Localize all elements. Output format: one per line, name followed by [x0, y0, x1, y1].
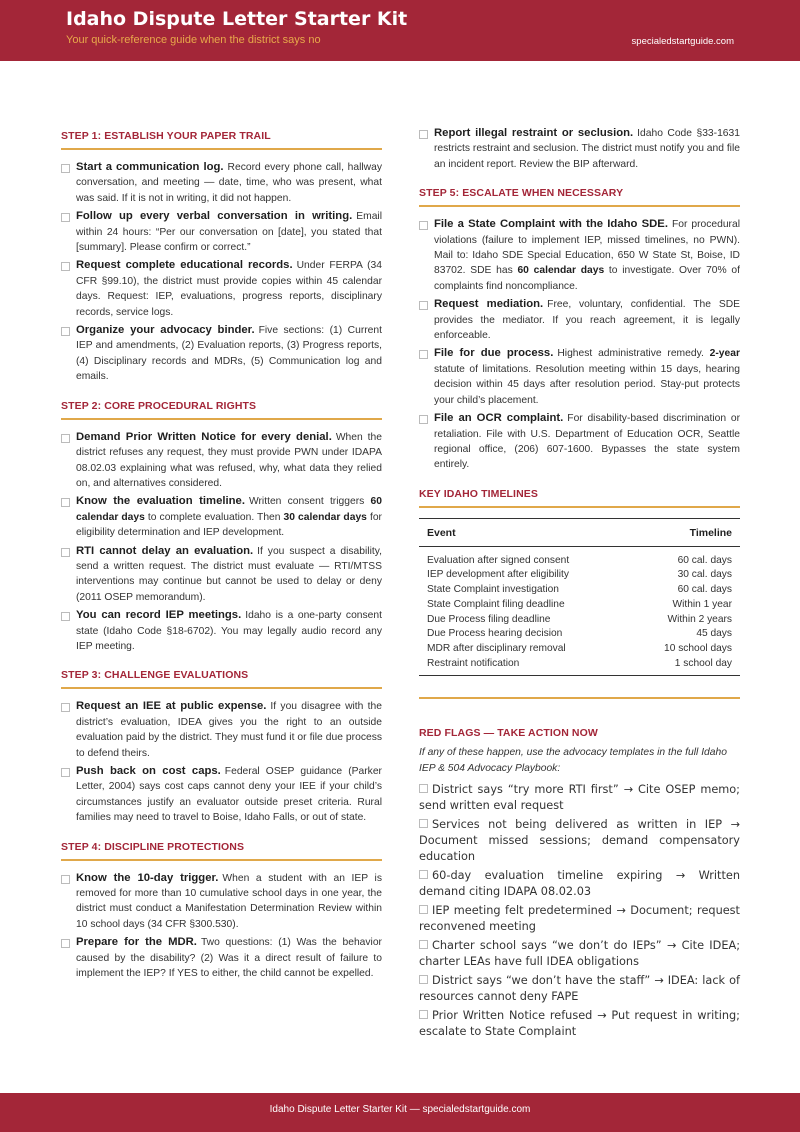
checklist-item[interactable] [61, 871, 382, 933]
item-emphasis: 30 calendar days [283, 511, 367, 523]
red-flag-text: District says “we don’t have the staff” → IDEA: lack of resources cannot deny FAPE [419, 974, 740, 1004]
cell-event: IEP development after eligibility [427, 569, 569, 581]
checkbox-icon[interactable] [61, 498, 70, 507]
item-body: Federal OSEP guidance (Parker Letter, 2004) says cost caps cannot deny your IEE if your child’s circumstances justify an evaluator outside preset criteria. Rural families may need to travel to Boise, Idaho Falls, or out of state. [76, 766, 382, 824]
checkbox-icon[interactable] [419, 975, 428, 984]
checklist-item[interactable] [61, 430, 382, 492]
cell-timeline: 45 days [696, 628, 732, 640]
header-site-link[interactable]: specialedstartguide.com [631, 36, 734, 47]
red-flag-text: District says “try more RTI first” → Cite OSEP memo; send written eval request [419, 783, 740, 813]
section-heading-step1: STEP 1: ESTABLISH YOUR PAPER TRAIL [61, 126, 382, 150]
item-lead: Demand Prior Written Notice for every denial. [76, 430, 332, 443]
item-lead: Start a communication log. [76, 161, 224, 173]
checkbox-icon[interactable] [61, 768, 70, 777]
red-flag-item[interactable] [419, 817, 740, 865]
checklist-item[interactable] [61, 764, 382, 826]
cell-event: State Complaint filing deadline [427, 598, 565, 610]
item-body: Written consent triggers [248, 496, 365, 508]
checklist-item[interactable] [61, 160, 382, 206]
checklist-item[interactable] [419, 126, 740, 172]
checkbox-icon[interactable] [61, 213, 70, 222]
checklist-item[interactable] [61, 608, 382, 654]
item-body: Idaho Code §33-1631 restricts restraint and seclusion. The district must notify you and file an incident report. Review the BIP afterward. [434, 128, 740, 170]
red-flag-text: Services not being delivered as written in IEP → Document missed sessions; demand compensatory education [419, 818, 740, 864]
checkbox-icon[interactable] [61, 548, 70, 557]
item-lead: Prepare for the MDR. [76, 936, 197, 949]
item-lead: Report illegal restraint or seclusion. [434, 127, 634, 139]
table-row [419, 598, 740, 613]
checkbox-icon[interactable] [61, 875, 70, 884]
item-body: If you disagree with the district’s evaluation, IDEA gives you the right to an outside evaluation paid by the district. They must fund it or file due process to defend theirs. [76, 701, 382, 759]
red-flag-item[interactable] [419, 1008, 740, 1040]
red-flag-item[interactable] [419, 903, 740, 935]
table-row [419, 546, 740, 568]
item-body: For procedural violations (failure to implement IEP, missed timelines, no PWN). Mail to: Idaho SDE Special Education, 650 W State St, Boise, ID 83702. SDE has [434, 219, 740, 277]
page-header [0, 0, 800, 61]
item-body: For disability-based discrimination or retaliation. File with U.S. Department of Education OCR, Seattle regional office, (206) 607-1600. Bypasses the state system entirely. [434, 413, 741, 471]
item-lead: RTI cannot delay an evaluation. [76, 544, 254, 557]
red-flag-item[interactable] [419, 938, 740, 970]
item-lead: Organize your advocacy binder. [76, 324, 255, 337]
item-body: Idaho is a one-party consent state (Idaho Code §18-6702). You may legally audio record any IEP meeting. [76, 610, 382, 652]
red-flag-text: Prior Written Notice refused → Put request in writing; escalate to State Complaint [419, 1009, 740, 1039]
item-lead: File a State Complaint with the Idaho SDE. [434, 218, 668, 231]
item-body: When the district refuses any request, they must provide PWN under IDAPA 08.02.03 explaining what was refused, why, what data they relied on, and alternatives considered. [76, 431, 382, 489]
item-body: Record every phone call, hallway conversation, and meeting — date, time, who was present, what was said. If it is not in writing, it did not happen. [76, 162, 382, 204]
left-column [61, 126, 382, 984]
checkbox-icon[interactable] [419, 130, 428, 139]
section-heading-red-flags: RED FLAGS — TAKE ACTION NOW [419, 727, 598, 740]
red-flags-intro: If any of these happen, use the advocacy templates in the full Idaho IEP & 504 Advocacy Playbook: [419, 747, 727, 774]
section-heading-step2: STEP 2: CORE PROCEDURAL RIGHTS [61, 396, 382, 420]
cell-timeline: 60 cal. days [677, 584, 732, 596]
checklist-item[interactable] [61, 209, 382, 255]
table-row [419, 568, 740, 583]
red-flag-text: 60-day evaluation timeline expiring → Written demand citing IDAPA 08.02.03 [419, 869, 740, 899]
checkbox-icon[interactable] [61, 612, 70, 621]
checklist-item[interactable] [419, 346, 740, 408]
item-emphasis: 60 calendar days [517, 265, 605, 277]
checkbox-icon[interactable] [419, 301, 428, 310]
section-heading-step3: STEP 3: CHALLENGE EVALUATIONS [61, 665, 382, 689]
item-lead: Request mediation. [434, 298, 544, 311]
item-body: When a student with an IEP is removed for more than 10 cumulative school days in one year, the district must conduct a Manifestation Determination Review within 10 school days (34 CFR §300.530). [76, 872, 382, 930]
checkbox-icon[interactable] [419, 1010, 428, 1019]
checklist-item[interactable] [61, 258, 382, 320]
item-lead: You can record IEP meetings. [76, 609, 242, 622]
item-lead: Request complete educational records. [76, 259, 293, 272]
column-header-timeline: Timeline [629, 518, 740, 546]
cell-timeline: Within 1 year [672, 598, 732, 610]
item-body: Free, voluntary, confidential. The SDE provides the mediator. If you reach agreement, it is legally enforceable. [434, 299, 740, 342]
checklist-item[interactable] [61, 323, 382, 385]
item-body: Under FERPA (34 CFR §99.10), the district must provide copies within 45 calendar days. Request: IEP, evaluations, progress reports, disciplinary records, service logs. [76, 260, 382, 318]
cell-timeline: 60 cal. days [677, 554, 732, 566]
red-flag-item[interactable] [419, 868, 740, 900]
checkbox-icon[interactable] [61, 703, 70, 712]
right-column [419, 126, 740, 1043]
item-body: statute of limitations. Resolution meeting within 15 days, hearing decision within 45 days after resolution period. Stay-put protects your child’s placement. [434, 363, 740, 406]
checkbox-icon[interactable] [419, 221, 428, 230]
checkbox-icon[interactable] [61, 434, 70, 443]
red-flag-item[interactable] [419, 782, 740, 814]
table-row [419, 613, 740, 628]
table-row [419, 627, 740, 642]
cell-event: State Complaint investigation [427, 584, 559, 596]
item-lead: Know the 10-day trigger. [76, 871, 219, 884]
column-header-event: Event [419, 518, 629, 546]
checklist-item[interactable] [419, 411, 740, 473]
checklist-item[interactable] [61, 544, 382, 606]
cell-timeline: 1 school day [674, 657, 732, 669]
table-row [419, 583, 740, 598]
cell-timeline: 30 cal. days [677, 569, 732, 581]
item-emphasis: 2-year [709, 348, 740, 360]
checklist-item[interactable] [419, 217, 740, 294]
cell-event: Restraint notification [427, 657, 520, 669]
checkbox-icon[interactable] [61, 262, 70, 271]
checkbox-icon[interactable] [61, 327, 70, 336]
checkbox-icon[interactable] [419, 350, 428, 359]
item-body: for eligibility determination and IEP development. [76, 511, 382, 539]
item-body: Two questions: (1) Was the behavior caused by the disability? (2) Was it a direct result of failure to implement the IEP? If YES to either, the child cannot be expelled. [76, 937, 382, 980]
timelines-table [419, 518, 740, 677]
item-lead: File an OCR complaint. [434, 412, 564, 425]
item-body: If you suspect a disability, send a written request. The district must evaluate — RTI/MTSS interventions may continue but cannot be used to delay or deny (2011 OSEP memorandum). [76, 545, 382, 603]
cell-timeline: 10 school days [664, 642, 732, 654]
cell-event: Due Process filing deadline [427, 613, 551, 625]
item-body: to investigate. Over 70% of complaints find noncompliance. [434, 265, 740, 292]
checklist-item[interactable] [61, 699, 382, 761]
checkbox-icon[interactable] [419, 870, 428, 879]
item-body: to complete evaluation. Then [147, 511, 281, 523]
checkbox-icon[interactable] [61, 164, 70, 173]
item-body: Email within 24 hours: “Per our conversation on [date], you stated that [summary]. Please confirm or correct.” [76, 211, 382, 254]
table-row [419, 642, 740, 657]
red-flag-item[interactable] [419, 973, 740, 1005]
checklist-item[interactable] [61, 494, 382, 540]
checklist-item[interactable] [61, 935, 382, 981]
cell-event: Due Process hearing decision [427, 628, 563, 640]
checkbox-icon[interactable] [61, 939, 70, 948]
page-subtitle: Your quick-reference guide when the district says no [66, 34, 321, 46]
item-lead: Push back on cost caps. [76, 765, 221, 777]
page-title: Idaho Dispute Letter Starter Kit [66, 8, 408, 30]
checkbox-icon[interactable] [419, 940, 428, 949]
item-emphasis: 60 calendar days [76, 496, 382, 523]
checkbox-icon[interactable] [419, 905, 428, 914]
red-flag-text: Charter school says “we don’t do IEPs” → Cite IDEA; charter LEAs have full IDEA obligations [419, 939, 740, 969]
section-heading-step5: STEP 5: ESCALATE WHEN NECESSARY [419, 183, 740, 207]
page-footer: Idaho Dispute Letter Starter Kit — specialedstartguide.com [0, 1093, 800, 1132]
item-body: Five sections: (1) Current IEP and amendments, (2) Evaluation reports, (3) Progress reports, (4) Disciplinary records and MDRs, (5) Communication log and emails. [76, 325, 382, 383]
cell-event: Evaluation after signed consent [427, 554, 570, 566]
checkbox-icon[interactable] [419, 415, 428, 424]
item-lead: Know the evaluation timeline. [76, 495, 245, 508]
table-row [419, 657, 740, 676]
checkbox-icon[interactable] [419, 819, 428, 828]
cell-event: MDR after disciplinary removal [427, 642, 566, 654]
item-lead: Follow up every verbal conversation in writing. [76, 210, 353, 223]
checkbox-icon[interactable] [419, 784, 428, 793]
cell-timeline: Within 2 years [667, 613, 732, 625]
red-flag-text: IEP meeting felt predetermined → Document; request reconvened meeting [419, 904, 740, 934]
section-heading-timelines: KEY IDAHO TIMELINES [419, 484, 740, 508]
item-body: Highest administrative remedy. [557, 348, 704, 360]
item-lead: File for due process. [434, 347, 554, 360]
section-heading-step4: STEP 4: DISCIPLINE PROTECTIONS [61, 837, 382, 861]
item-lead: Request an IEE at public expense. [76, 700, 267, 713]
checklist-item[interactable] [419, 297, 740, 343]
